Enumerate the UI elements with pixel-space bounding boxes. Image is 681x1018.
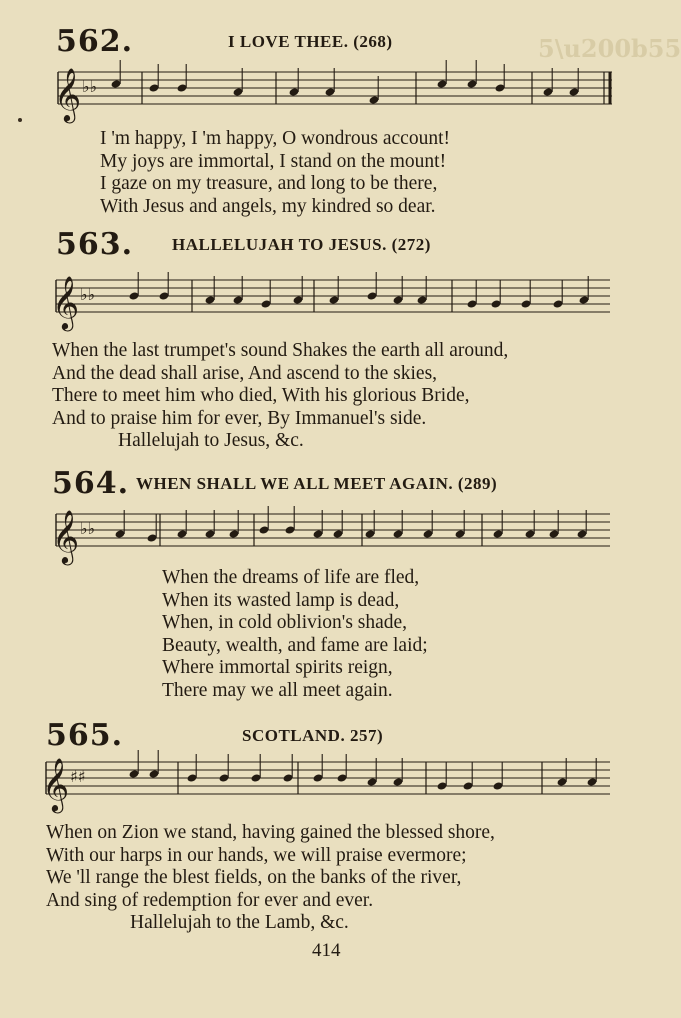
verse-line: When the last trumpet's sound Shakes the earth all around,	[52, 340, 509, 361]
bleed-through-mark: 5\u200b55	[538, 34, 681, 63]
verse-line: We 'll range the blest fields, on the banks of the river,	[46, 867, 462, 888]
verse-line: And sing of redemption for ever and ever.	[46, 889, 374, 911]
svg-text:♭♭: ♭♭	[80, 285, 96, 304]
svg-text:𝄞: 𝄞	[52, 275, 80, 329]
margin-dot	[18, 118, 22, 122]
verse-line: I 'm happy, I 'm happy, O wondrous account!	[100, 128, 451, 149]
hymn-562-verse	[100, 128, 450, 218]
hymn-title: SCOTLAND. 257)	[242, 726, 384, 745]
verse-line: With Jesus and angels, my kindred so dear.	[100, 195, 436, 217]
hymn-563-header	[56, 227, 576, 261]
hymn-565-header	[46, 718, 606, 752]
svg-text:𝄞: 𝄞	[54, 67, 82, 121]
verse-line: When on Zion we stand, having gained the blessed shore,	[46, 822, 495, 843]
hymn-563-verse	[52, 340, 508, 453]
hymn-number: 563.	[56, 227, 134, 262]
hymn-number: 562.	[56, 24, 134, 59]
verse-line: My joys are immortal, I stand on the mount!	[100, 150, 447, 172]
hymn-title: WHEN SHALL WE ALL MEET AGAIN. (289)	[136, 474, 498, 493]
verse-line: I gaze on my treasure, and long to be there,	[100, 173, 438, 194]
svg-text:𝄞: 𝄞	[52, 509, 80, 563]
hymn-564-verse	[162, 567, 428, 702]
page-number: 414	[312, 940, 341, 961]
verse-line: Beauty, wealth, and fame are laid;	[162, 634, 428, 656]
verse-line: With our harps in our hands, we will praise evermore;	[46, 844, 467, 866]
svg-text:♭♭: ♭♭	[82, 77, 98, 96]
hymn-number: 565.	[46, 718, 124, 753]
svg-text:♯♯: ♯♯	[70, 767, 86, 786]
hymn-title: I LOVE THEE. (268)	[228, 32, 393, 51]
verse-line: When the dreams of life are fled,	[162, 567, 420, 588]
verse-line: And to praise him for ever, By Immanuel's side.	[52, 407, 427, 429]
hymn-number: 564.	[52, 466, 130, 501]
verse-line: And the dead shall arise, And ascend to the skies,	[52, 362, 438, 384]
verse-refrain: Hallelujah to the Lamb, &c.	[130, 912, 349, 933]
verse-line: There to meet him who died, With his glorious Bride,	[52, 385, 470, 406]
hymn-title: HALLELUJAH TO JESUS. (272)	[172, 235, 431, 254]
music-staff-565	[42, 752, 614, 818]
music-staff-563	[52, 270, 614, 336]
hymn-565-verse	[46, 822, 495, 935]
verse-refrain: Hallelujah to Jesus, &c.	[118, 430, 304, 451]
verse-line: Where immortal spirits reign,	[162, 657, 393, 678]
verse-line: When, in cold oblivion's shade,	[162, 612, 408, 633]
music-staff-562	[54, 62, 616, 128]
svg-text:♭♭: ♭♭	[80, 519, 96, 538]
hymn-562-header	[56, 24, 576, 58]
hymn-564-header	[52, 466, 612, 500]
svg-text:𝄞: 𝄞	[42, 757, 70, 811]
music-staff-564	[52, 504, 614, 570]
verse-line: There may we all meet again.	[162, 679, 393, 701]
verse-line: When its wasted lamp is dead,	[162, 589, 400, 611]
